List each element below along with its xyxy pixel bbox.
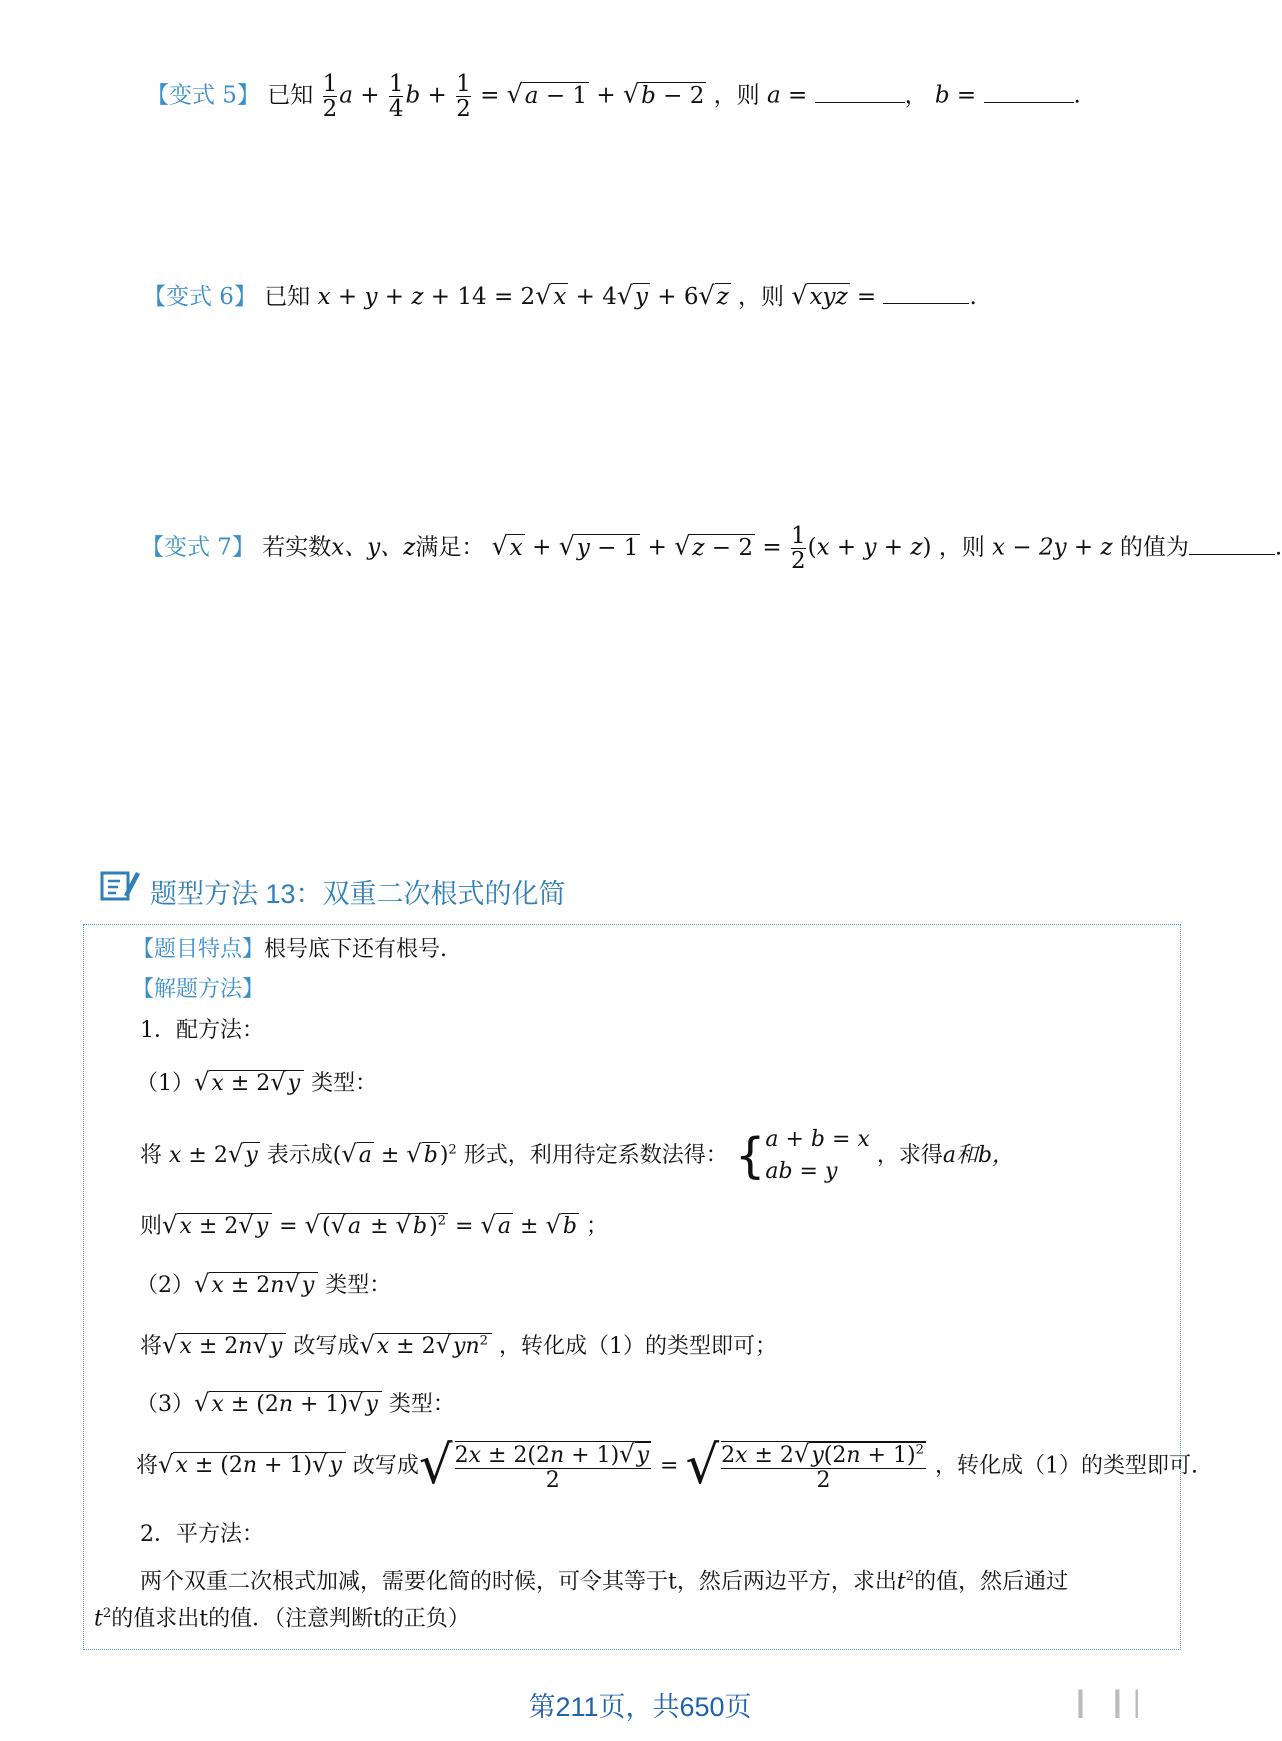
type-1-method-line: 将 x ± 2√y 表示成$(√a \pm √b)^2$ 形式，利用待定系数法得： { a + b = x ab = y ，求得a和b， — [140, 1127, 1015, 1184]
method-2-para-2: $t^2$的值求出t的值．（注意判断t的正负） — [94, 1606, 470, 1632]
page-indicator: 第211页，共650页 — [528, 1692, 752, 1722]
answer-blank[interactable] — [984, 102, 1074, 103]
type-1-result-line: 则$√x \pm 2√y = √(√a \pm √b)^2 = √a \pm √b$ ； — [140, 1211, 608, 1239]
problem-6: 【变式 6】 已知 x + y + z + 14 = 2√x + 4√y + 6√z ，则 √xyz = . — [143, 281, 977, 310]
problem-tag: 【变式 6】 — [143, 284, 257, 310]
answer-blank[interactable] — [815, 102, 905, 103]
method-1-title: 1．配方法： — [140, 1018, 264, 1043]
type-3-line: （3）√x ± (2n + 1)√y 类型： — [136, 1389, 455, 1417]
problem-tag: 【变式 7】 — [141, 534, 255, 561]
type-1-line: （1）√x ± 2√y 类型： — [136, 1068, 378, 1096]
answer-blank[interactable] — [883, 303, 969, 304]
scrollbar-handle-icon[interactable]: ▕▏▕▏▏ — [1062, 1690, 1155, 1718]
section-title: 题型方法 13：双重二次根式的化简 — [150, 879, 566, 909]
problem-5: 【变式 5】 已知 $\frac{1}{2}$ a + $\frac{1}{4}$ b + $\frac{1}{2}$ = √a − 1 + √b − 2 ，则 a = ， b = . — [146, 71, 1081, 123]
problem-7: 【变式 7】 若实数x、y、z满足： √x + √y − 1 + √z − 2 = $\frac{1}{2}$ (x + y + z) ，则 x − 2y + z 的值为 . — [141, 523, 1282, 575]
feature-line: 【题目特点】根号底下还有根号. — [132, 937, 448, 962]
type-3-method-line: 将√x ± (2n + 1)√y 改写成√ $\frac{2x \pm 2(2n + 1)√y}{2}$ = √ $\frac{2x \pm 2√y(2n + 1)^2}{2}$ ，转化成（1）的类型即可. — [136, 1435, 1198, 1496]
method-tag: 【解题方法】 — [132, 977, 265, 1002]
type-2-line: （2）√x ± 2n√y 类型： — [136, 1270, 392, 1298]
type-2-method-line: 将√x ± 2n√y 改写成$√x \pm 2√yn^2$ ，转化成（1）的类型即可； — [140, 1331, 778, 1359]
problem-text: 已知 — [267, 82, 314, 109]
method-2-title: 2．平方法： — [140, 1522, 264, 1547]
problem-tag: 【变式 5】 — [146, 82, 260, 109]
answer-blank[interactable] — [1189, 554, 1275, 555]
notebook-pencil-icon — [100, 868, 140, 904]
method-2-para-1: 两个双重二次根式加减，需要化简的时候，可令其等于t，然后两边平方，求出$t^2$的值，然后通过 — [140, 1569, 1069, 1595]
